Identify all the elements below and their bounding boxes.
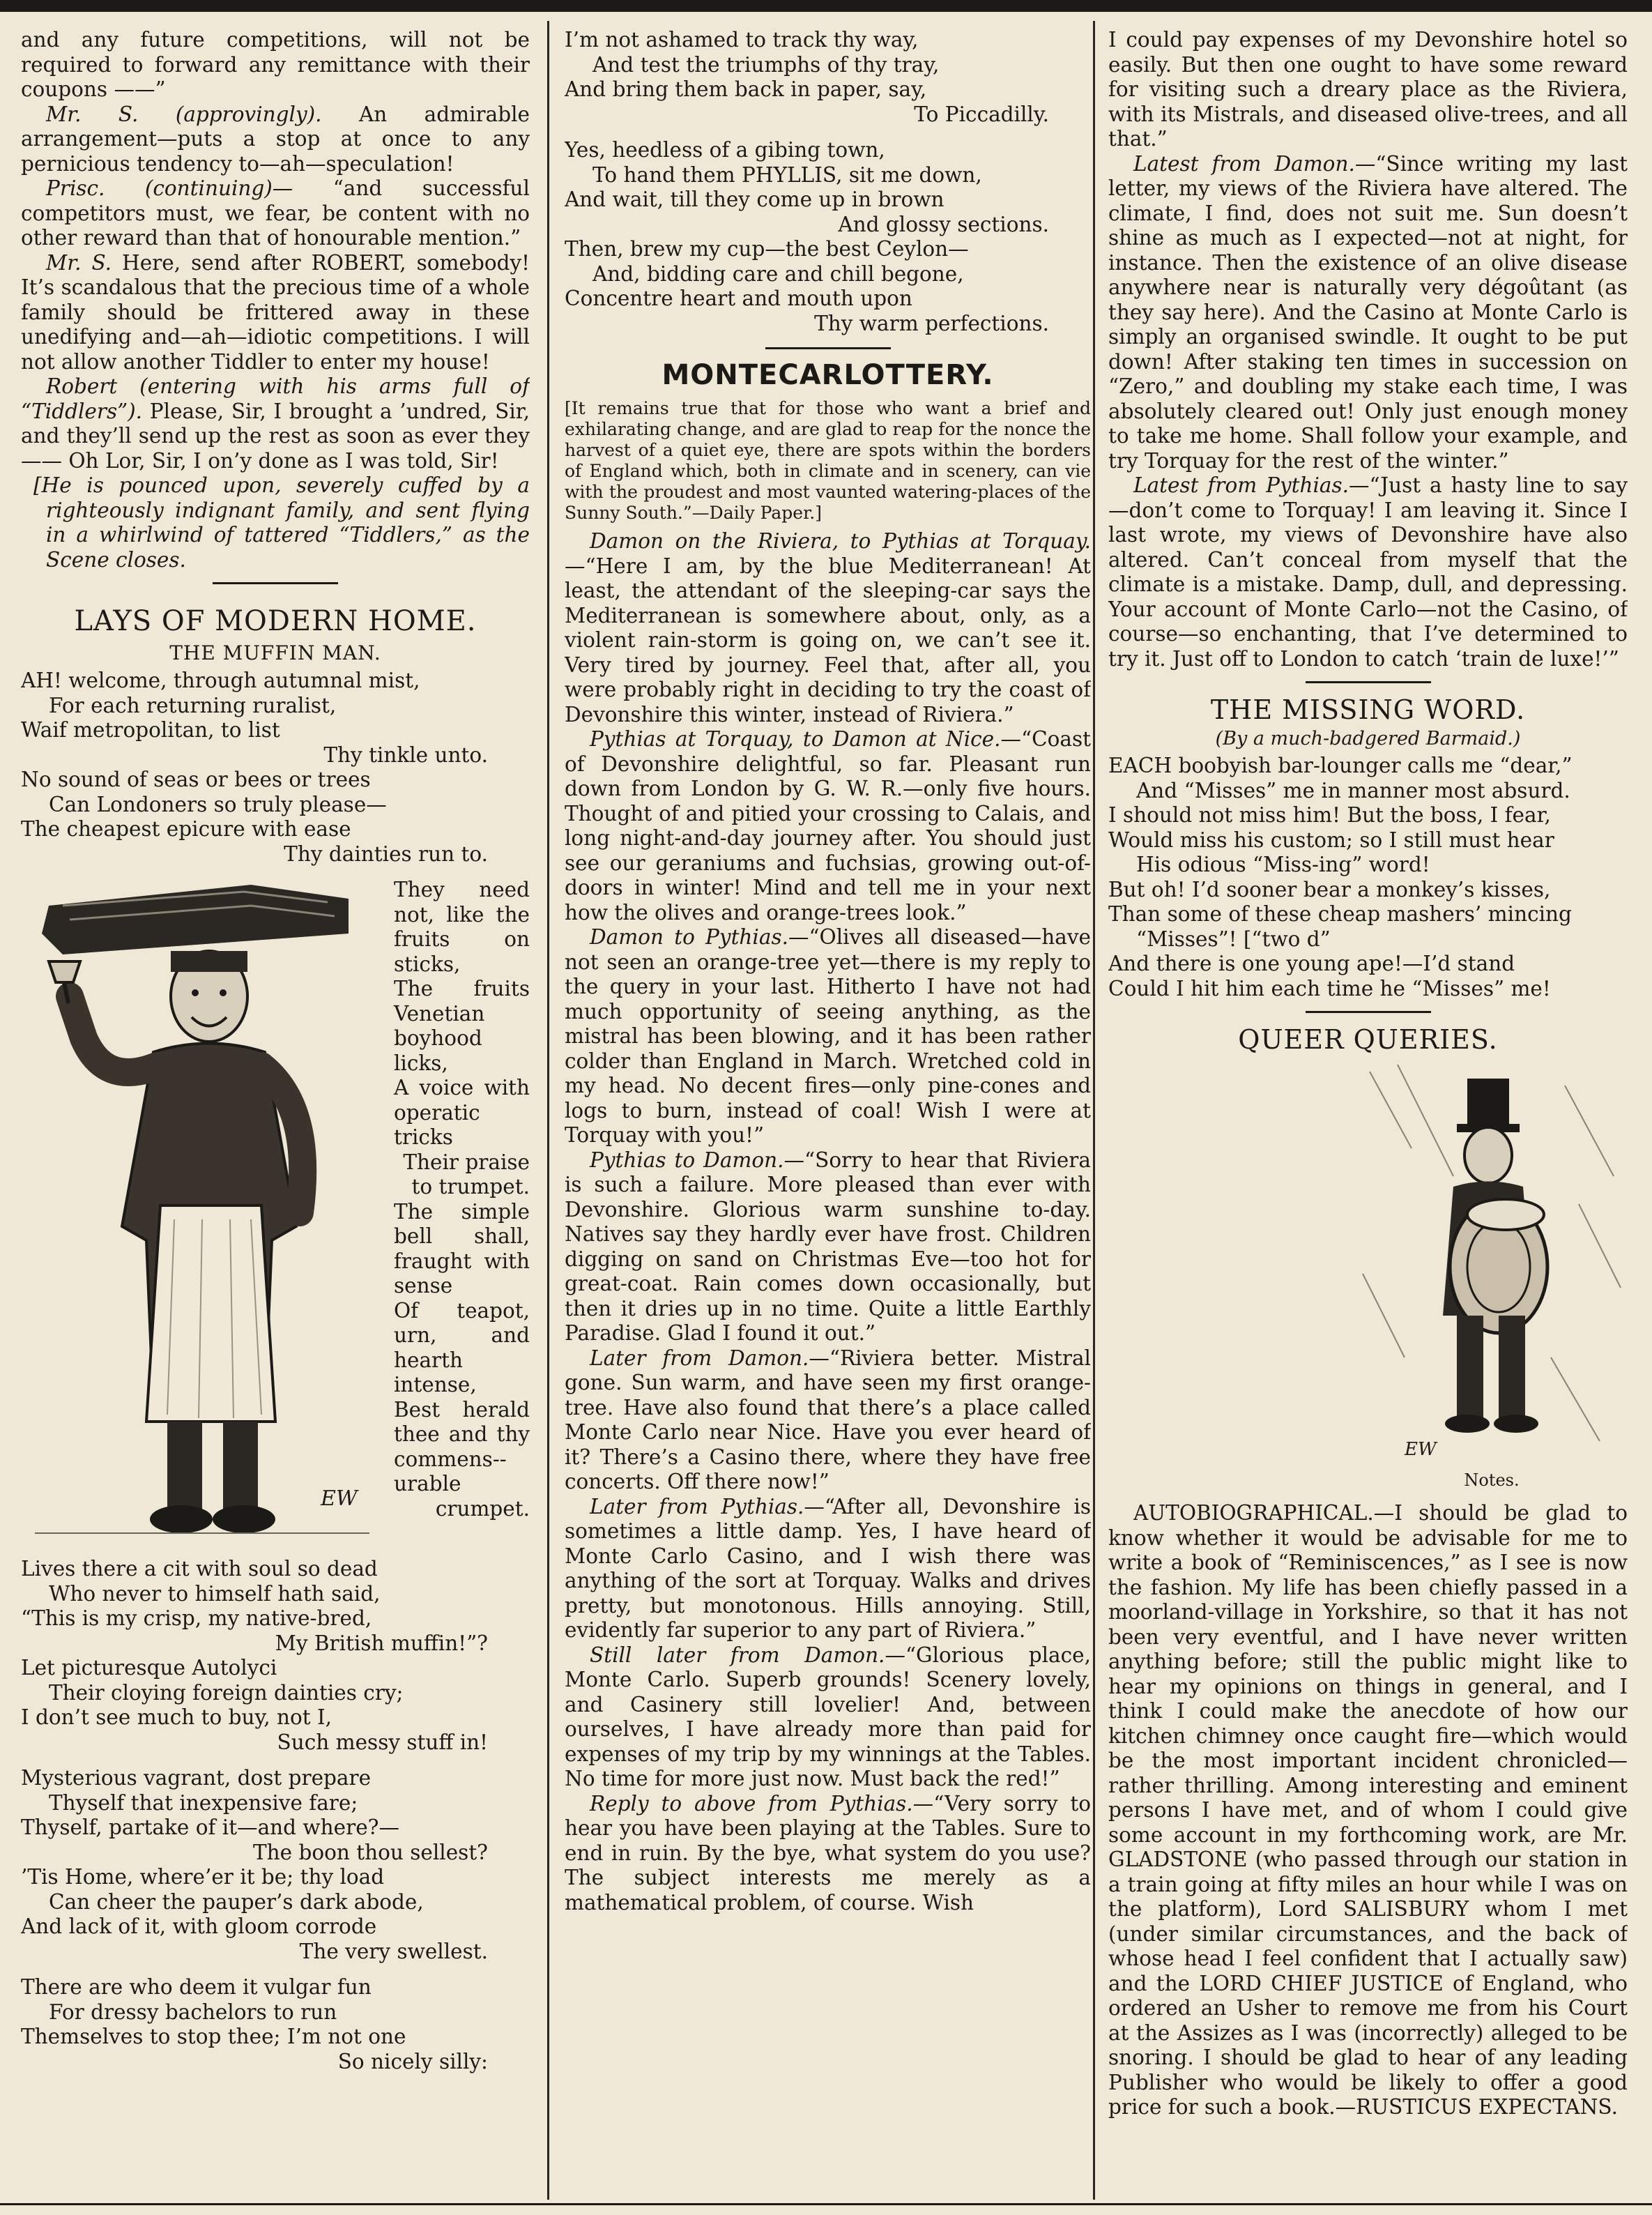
verse-line: I’m not ashamed to track thy way, <box>565 28 919 52</box>
verse-line: To hand them PHYLLIS, sit me down, <box>592 162 982 187</box>
column-rule-1 <box>547 21 549 2200</box>
verse-1 <box>565 28 1091 127</box>
stanza-3 <box>21 1557 530 1755</box>
letter-heading: Still later from Damon.— <box>590 1643 905 1667</box>
verse-line: Then, brew my cup—the best Ceylon— <box>565 237 969 261</box>
query-signature: RUSTICUS EXPECTANS. <box>1356 2095 1618 2119</box>
verse-line: And bring them back in paper, say, <box>565 77 927 101</box>
verse-line: ’Tis Home, where’er it be; thy load <box>21 1865 385 1889</box>
verse-line: Lives there a cit with soul so dead <box>21 1557 378 1581</box>
dialogue <box>21 28 530 473</box>
verse-line: Concentre heart and mouth upon <box>565 287 912 310</box>
verse-line: There are who deem it vulgar fun <box>21 1975 372 1999</box>
verse-line: Waif metropolitan, to list <box>21 718 280 742</box>
verse-line: Let picturesque Autolyci <box>21 1656 277 1680</box>
masthead-rule <box>0 10 1652 12</box>
speaker: Mr. S. <box>46 250 112 275</box>
illustrator-signature: EW <box>321 1486 358 1511</box>
column-2 <box>565 28 1091 2193</box>
stage-note: (continuing)— <box>144 176 293 200</box>
verse-line: Their praise to trumpet. <box>403 1150 530 1198</box>
verse-line: So nicely silly: <box>337 2049 488 2073</box>
letter-heading: Damon to Pythias.— <box>590 925 809 949</box>
masthead-edge <box>0 0 1652 10</box>
column-3 <box>1108 28 1628 2193</box>
verse-line: AH! welcome, through autumnal mist, <box>21 669 420 692</box>
verse-line: Who never to himself hath said, <box>49 1581 381 1606</box>
letter-heading: Later from Damon.— <box>590 1346 829 1370</box>
letter <box>565 529 1091 727</box>
poem-title: LAYS OF MODERN HOME. <box>74 605 477 637</box>
verse-line: I don’t see much to buy, not I, <box>21 1705 332 1729</box>
letter <box>565 1643 1091 1792</box>
verse-line: Their cloying foreign dainties cry; <box>49 1680 404 1705</box>
verse-line: Thy warm perfections. <box>814 311 1049 335</box>
verse-line: The boon thou sellest? <box>252 1840 488 1864</box>
verse-line: The very swellest. <box>299 1939 488 1963</box>
letter <box>565 1792 1091 1916</box>
letters <box>565 529 1091 1915</box>
verse-line: And lack of it, with gloom corrode <box>21 1915 377 1938</box>
verse-line: Such messy stuff in! <box>277 1730 488 1754</box>
column-1 <box>21 28 530 2193</box>
verse-line: No sound of seas or bees or trees <box>21 768 371 791</box>
verse-line: And test the triumphs of thy tray, <box>592 52 940 77</box>
dialogue-line <box>21 102 530 177</box>
stage-note: (entering with his arms full of “Tiddlers”). <box>21 374 530 423</box>
section-rule <box>213 582 338 584</box>
letter <box>565 925 1091 1148</box>
verse-line: Thy dainties run to. <box>284 842 488 866</box>
letter-heading: Latest from Damon.— <box>1133 151 1376 176</box>
letter-heading: Latest from Pythias.— <box>1133 473 1370 497</box>
section-rule <box>1306 1011 1431 1013</box>
letter-heading: Pythias at Torquay, to Damon at Nice.— <box>590 727 1021 751</box>
dialogue-text: An admirable arrangement—puts a stop at once to any pernicious tendency to—ah—speculation! <box>21 102 530 176</box>
letter <box>565 1346 1091 1495</box>
bottom-rule <box>0 2203 1652 2205</box>
letter-text: “Very sorry to hear you have been playing at the Tables. Sure to end in ruin. By the bye, what system do you use? The subject interests me merely as a mathematical problem, of course. Wish <box>565 1791 1091 1915</box>
section-rule <box>765 347 891 349</box>
stage-direction: [He is pounced upon, severely cuffed by a righteously indignant family, and sent flying in a whirlwind of tattered “Tiddlers,” as the Scene closes. <box>33 473 530 572</box>
letter-heading: Reply to above from Pythias.— <box>590 1791 934 1816</box>
verse-line: To Piccadilly. <box>914 102 1049 126</box>
verse-line: Themselves to stop thee; I’m not one <box>21 2025 406 2048</box>
column-rule-2 <box>1093 21 1095 2200</box>
verse-line: EACH boobyish bar-lounger calls me “dear,” <box>1108 754 1573 777</box>
epigraph: [It remains true that for those who want a brief and exhilarating change, and are glad to reap for the nonce the harvest of a quiet eye, there are spots within the borders of England which, both in climate and in scenery, can vie with the proudest and most vaunted watering-places of the Sunny South.”—Daily Paper.] <box>565 398 1091 523</box>
figure-caption: Notes. <box>1464 1470 1520 1490</box>
dialogue-line <box>21 251 530 375</box>
verse-line: Than some of these cheap mashers’ mincing <box>1108 902 1572 926</box>
verse-line: Could I hit him each time he “Misses” me! <box>1108 976 1551 1000</box>
verse-line: Of teapot, urn, and hearth intense, <box>394 1298 530 1396</box>
verse-line: Would miss his custom; so I still must hear <box>1108 828 1554 852</box>
verse-line: And there is one young ape!—I’d stand <box>1108 952 1515 975</box>
letter-text: “After all, Devonshire is sometimes a little damp. Yes, I have heard of Monte Carlo Casino, and I wish there was anything of the sort at Torquay. Walks and drives pretty, but monotonous. Hills annoying. Still, evidently far superior to any part of Riviera.” <box>565 1494 1091 1642</box>
letter-heading: Pythias to Damon.— <box>590 1148 805 1172</box>
dialogue-text: Please, Sir, I brought a ’undred, Sir, and they’ll send up the rest as soon as ever they—— Oh Lor, Sir, I on’y done as I was told, Sir! <box>21 399 530 473</box>
verse-line: Yes, heedless of a gibing town, <box>565 138 885 162</box>
stanza-4 <box>21 1766 530 1964</box>
stage-note: (approvingly). <box>175 102 322 126</box>
stanza-5 <box>21 1975 530 2074</box>
verse-line: The fruits Venetian boyhood licks, <box>394 977 530 1075</box>
verse-2 <box>565 138 1091 336</box>
missing-word-byline: (By a much-badgered Barmaid.) <box>1215 728 1521 749</box>
speaker: Prisc. <box>46 176 105 200</box>
letter-heading: Later from Pythias.— <box>590 1494 825 1518</box>
verse-line: A voice with operatic tricks <box>394 1076 530 1149</box>
letter <box>1108 473 1628 671</box>
letter-text: “Sorry to hear that Riviera is such a failure. More pleased than ever with Devonshire. Glorious warm sunshine to-day. Natives say they hardly ever have frost. Children digging on sand on Christmas Eve—too hot for great-coat. Rain comes down occasionally, but then it dries up in no time. Quite a little Earthly Paradise. Glad I found it out.” <box>565 1148 1091 1345</box>
letter-text: “Coast of Devonshire delightful, so far. Pleasant run down from London by G. W. R.—only five hours. Thought of and pitied your crossing to Calais, and long night-and-day journey after. You should just see our geraniums and fuchsias, growing out-of-doors in winter! Mind and tell me in your next how the olives and orange-trees look.” <box>565 727 1091 924</box>
verse-line: My British muffin!”? <box>275 1631 488 1655</box>
verse-line: The simple bell shall, fraught with sense <box>394 1199 530 1297</box>
letter-text: “Since writing my last letter, my views of the Riviera have altered. The climate, I find, does not suit me. Sun doesn’t shine as much as I expected—not at night, for instance. Then the existence of an olive disease anywhere near is naturally very dégoûtant (as they say here). And the Casino at Monte Carlo is simply an organised swindle. It ought to be put down! After staking ten times in succession on “Zero,” and doubling my stake each time, I was absolutely cleared out! Only just enough money to take me home. Shall follow your example, and try Torquay for the rest of the winter.” <box>1108 151 1628 473</box>
verse-line: I should not miss him! But the boss, I fear, <box>1108 803 1551 827</box>
verse-line: And glossy sections. <box>838 212 1049 236</box>
letter-continuation: I could pay expenses of my Devonshire hotel so easily. But then one ought to have some reward for visiting such a dreary place as the Riviera, with its Mistrals, and diseased olive-trees, and all that.” <box>1108 28 1628 151</box>
verse-line: Thy tinkle unto. <box>323 743 488 767</box>
letter-text: “Just a hasty line to say—don’t come to Torquay! I am leaving it. Since I last wrote, my views of Devonshire have also altered. Can’t conceal from myself that the climate is a mistake. Damp, dull, and depressing. Your account of Monte Carlo—not the Casino, of course—so enchanting, that I’ve determined to try it. Just off to London to catch ‘train de luxe!’” <box>1108 473 1628 671</box>
verse-line: But oh! I’d sooner bear a monkey’s kisses, <box>1108 877 1551 901</box>
query-body: I should be glad to know whether it would be advisable for me to write a book of “Reminiscences,” as I see is now the fashion. My life has been chiefly passed in a moorland-village in Yorkshire, so that it has not been very eventful, and I have never written anything before; still the public might like to hear my opinions on things in general, and I think I could make the anecdote of how our kitchen chimney once caught fire—which would be the most important incident chronicled—rather thrilling. Among interesting and eminent persons I have met, and of whom I could give some account in my forthcoming work, are Mr. GLADSTONE (who passed through our station in a train going at fifty miles an hour while I was on the platform), Lord SALISBURY whom I met (under similar circumstances, and the back of whose head I feel confident that I actually saw) and the LORD CHIEF JUSTICE of England, who ordered an Usher to remove me from his Court at the Assizes as I was (incorrectly) alleged to be snoring. I should be glad to hear of any leading Publisher who would be likely to offer a good price for such a book.— <box>1108 1501 1628 2119</box>
verse-line: They need not, like the fruits on sticks, <box>394 878 530 976</box>
verse-line: Can cheer the pauper’s dark abode, <box>49 1889 424 1914</box>
verse-line: Mysterious vagrant, dost prepare <box>21 1766 372 1790</box>
dialogue-line <box>21 28 530 102</box>
verse-line: And “Misses” me in manner most absurd. <box>1136 778 1570 802</box>
section-rule <box>1306 681 1431 683</box>
dialogue-text: “and successful competitors must, we fear, be content with no other reward than that of honourable mention.” <box>21 176 530 250</box>
tuba-player-illustration <box>1356 1065 1628 1497</box>
queer-queries-title: QUEER QUERIES. <box>1238 1024 1498 1055</box>
verse-line: His odious “Miss-ing” word! <box>1136 853 1430 876</box>
missing-word-verse <box>1108 754 1628 1001</box>
speaker: Mr. S. <box>46 102 139 126</box>
verse-line: For dressy bachelors to run <box>49 2000 337 2024</box>
muffin-man-illustration <box>21 878 387 1547</box>
letter-text: “Glorious place, Monte Carlo. Superb grounds! Scenery lovely, and Casinery still lovelier! And, between ourselves, I have already more than paid for expenses of my trip by my winnings at the Tables. No time for more just now. Must back the red!” <box>565 1643 1091 1790</box>
letter <box>1108 152 1628 474</box>
verse-line: crumpet. <box>435 1496 530 1521</box>
dialogue-line <box>21 374 530 473</box>
stanza-1 <box>21 669 530 867</box>
verse-line: “Misses”! [“two d” <box>1136 927 1331 951</box>
letter-text: “Riviera better. Mistral gone. Sun warm, and have seen my first orange-tree. Have also found that there’s a place called Monte Carlo near Nice. Have you ever heard of it? There’s a Casino there, where they have free concerts. Off there now!” <box>565 1346 1091 1493</box>
poem-subtitle: THE MUFFIN MAN. <box>169 641 381 664</box>
missing-word-title: THE MISSING WORD. <box>1210 694 1526 725</box>
letter <box>565 1495 1091 1643</box>
letter <box>565 1148 1091 1346</box>
letter-heading: Damon on the Riviera, to Pythias at Torquay.— <box>565 529 1091 578</box>
verse-line: “This is my crisp, my native-bred, <box>21 1606 372 1630</box>
letter-text: “Here I am, by the blue Mediterranean! At least, the attendant of the sleeping-car says the Mediterranean is somewhere about, only, as a violent rain-storm is going on, we can’t see it. Very tired by journey. Feel that, after all, you were probably right in deciding to try the coast of Devonshire this winter, instead of Riviera.” <box>565 554 1091 726</box>
dialogue-text: Here, send after ROBERT, somebody! It’s scandalous that the precious time of a whole family should be frittered away in these unedifying and—ah—idiotic competitions. I will not allow another Tiddler to enter my house! <box>21 250 530 374</box>
verse-line: Thyself that inexpensive fare; <box>49 1790 358 1815</box>
verse-line: And wait, till they come up in brown <box>565 188 944 211</box>
verse-line: The cheapest epicure with ease <box>21 817 351 841</box>
letter <box>565 727 1091 925</box>
muffin-section <box>21 878 530 1547</box>
dialogue-line <box>21 176 530 251</box>
article-title: MONTECARLOTTERY. <box>661 359 994 391</box>
verse-line: And, bidding care and chill begone, <box>592 261 964 286</box>
letters <box>1108 152 1628 672</box>
illustrator-signature: EW <box>1405 1439 1437 1460</box>
speaker: Robert <box>46 374 118 398</box>
verse-line: Best herald thee and thy commens--urable <box>394 1397 530 1495</box>
verse-line: For each returning ruralist, <box>49 693 337 717</box>
verse-line: Thyself, partake of it—and where?— <box>21 1816 399 1839</box>
dialogue-text: and any future competitions, will not be required to forward any remittance with their coupons ——” <box>21 28 530 101</box>
letter-text: “Olives all diseased—have not seen an orange-tree yet—there is my reply to the query in your last. Hitherto I have not had much opportunity of seeing anything, as the mistral has been blowing, and it has been rather colder than England in March. Wretched cold in my head. No decent fires—only pine-cones and logs to burn, instead of coal! Wish I were at Torquay with you!” <box>565 925 1091 1147</box>
verse-line: Can Londoners so truly please— <box>49 792 387 816</box>
query-heading: AUTOBIOGRAPHICAL.— <box>1133 1501 1395 1525</box>
